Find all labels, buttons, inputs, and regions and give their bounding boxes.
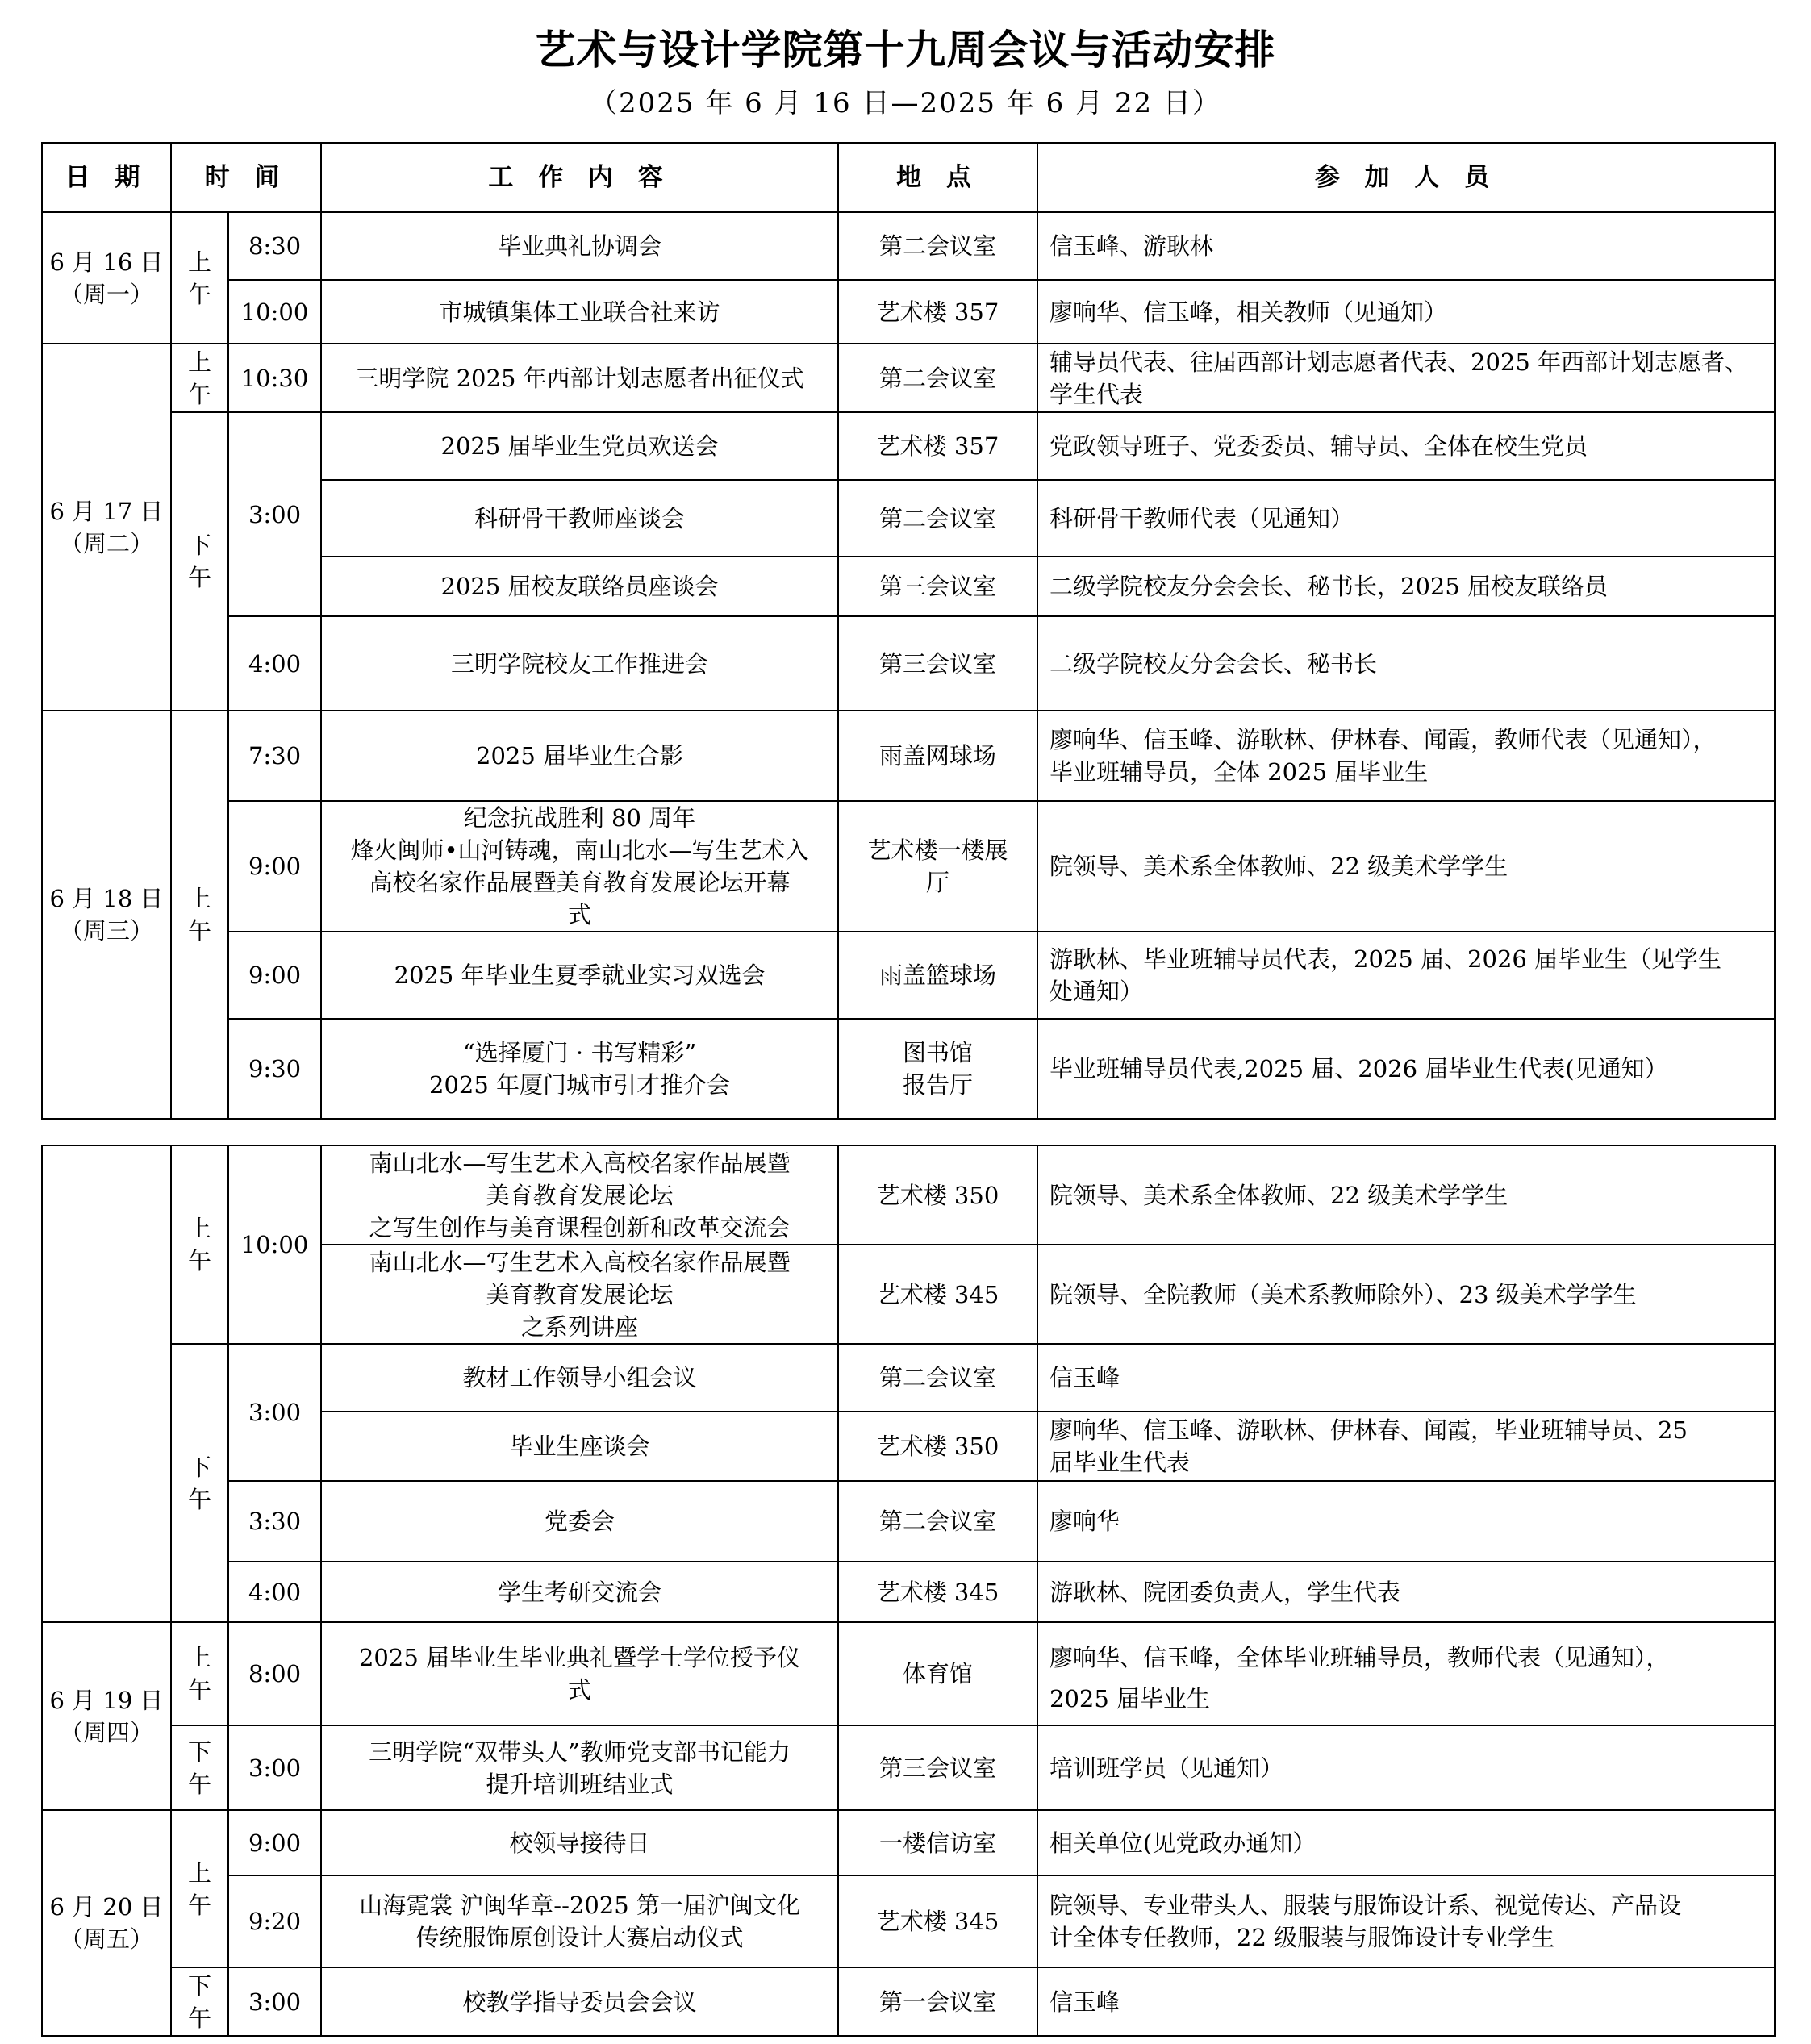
weekday-label: （周一）	[59, 280, 153, 308]
participants-cell: 廖响华	[1037, 1481, 1775, 1562]
location-line: 厅	[926, 869, 950, 896]
date-cell-continued	[42, 1145, 171, 1622]
schedule-table-1	[41, 142, 1776, 1120]
header-participants: 参 加 人 员	[1037, 143, 1775, 212]
participants-line: 毕业班辅导员，全体 2025 届毕业生	[1049, 758, 1429, 786]
period-char: 下	[187, 532, 211, 559]
participants-cell	[1037, 711, 1775, 801]
location-cell: 艺术楼 350	[838, 1145, 1037, 1245]
table-row	[42, 344, 1775, 412]
participants-cell: 游耿林、院团委负责人，学生代表	[1037, 1562, 1775, 1622]
page-subtitle: （2025 年 6 月 16 日—2025 年 6 月 22 日）	[590, 87, 1221, 119]
content-cell: 2025 届毕业生党员欢送会	[321, 412, 838, 480]
content-cell	[321, 1725, 838, 1810]
period-char: 上	[187, 885, 211, 912]
time-cell: 8:30	[228, 212, 321, 280]
period-cell-pm	[171, 1344, 228, 1622]
time-cell: 9:00	[228, 932, 321, 1019]
content-cell: 校教学指导委员会会议	[321, 1967, 838, 2036]
period-char: 午	[187, 1247, 211, 1274]
content-line: 美育教育发展论坛	[486, 1181, 674, 1209]
time-cell: 3:00	[228, 412, 321, 616]
table-header-row	[42, 143, 1775, 212]
content-cell: 毕业典礼协调会	[321, 212, 838, 280]
period-char: 上	[187, 248, 211, 276]
location-cell: 体育馆	[838, 1622, 1037, 1725]
participants-cell: 信玉峰	[1037, 1967, 1775, 2036]
participants-cell: 二级学院校友分会会长、秘书长	[1037, 616, 1775, 711]
period-char: 午	[187, 564, 211, 591]
period-cell-pm	[171, 1725, 228, 1810]
header-time: 时 间	[171, 143, 321, 212]
participants-cell: 党政领导班子、党委委员、辅导员、全体在校生党员	[1037, 412, 1775, 480]
participants-cell	[1037, 1875, 1775, 1967]
table-row	[42, 801, 1775, 932]
date-label: 6 月 19 日	[49, 1686, 164, 1714]
location-cell: 雨盖网球场	[838, 711, 1037, 801]
table-row	[42, 1622, 1775, 1725]
period-cell-pm	[171, 412, 228, 711]
table-row	[42, 1481, 1775, 1562]
table-row	[42, 212, 1775, 280]
content-line: 高校名家作品展暨美育教育发展论坛开幕	[369, 869, 791, 896]
content-cell: 科研骨干教师座谈会	[321, 480, 838, 557]
date-label: 6 月 17 日	[49, 497, 164, 525]
participants-cell: 辅导员代表、往届西部计划志愿者代表、2025 年西部计划志愿者、学生代表	[1037, 344, 1775, 412]
location-line: 艺术楼一楼展	[867, 836, 1008, 864]
participants-cell: 培训班学员（见通知）	[1037, 1725, 1775, 1810]
participants-line: 廖响华、信玉峰、游耿林、伊林春、闻霞，教师代表（见通知），	[1049, 726, 1717, 753]
location-cell: 艺术楼 345	[838, 1562, 1037, 1622]
location-cell: 雨盖篮球场	[838, 932, 1037, 1019]
location-cell: 艺术楼 350	[838, 1412, 1037, 1481]
location-cell: 艺术楼 345	[838, 1245, 1037, 1344]
participants-line: 计全体专任教师，22 级服装与服饰设计专业学生	[1049, 1924, 1555, 1951]
period-cell-am	[171, 1622, 228, 1725]
content-line: 之写生创作与美育课程创新和改革交流会	[369, 1213, 791, 1241]
content-cell: 三明学院 2025 年西部计划志愿者出征仪式	[321, 344, 838, 412]
header-date: 日 期	[42, 143, 171, 212]
participants-line: 廖响华、信玉峰、游耿林、伊林春、闻霞，毕业班辅导员、25	[1049, 1416, 1688, 1444]
content-cell: 2025 届校友联络员座谈会	[321, 557, 838, 616]
table-row	[42, 932, 1775, 1019]
content-cell: 党委会	[321, 1481, 838, 1562]
table-row	[42, 1562, 1775, 1622]
time-cell: 3:00	[228, 1344, 321, 1481]
period-char: 午	[187, 1485, 211, 1513]
period-char: 午	[187, 380, 211, 408]
time-cell: 4:00	[228, 616, 321, 711]
period-cell-am	[171, 1145, 228, 1344]
period-cell-pm	[171, 1967, 228, 2036]
participants-cell: 院领导、美术系全体教师、22 级美术学学生	[1037, 801, 1775, 932]
time-cell: 9:00	[228, 801, 321, 932]
time-cell: 3:30	[228, 1481, 321, 1562]
period-cell-am	[171, 711, 228, 1119]
time-cell: 3:00	[228, 1725, 321, 1810]
participants-line: 届毕业生代表	[1049, 1449, 1191, 1476]
content-line: 提升培训班结业式	[486, 1770, 674, 1798]
period-char: 上	[187, 1644, 211, 1671]
date-label: 6 月 20 日	[49, 1893, 164, 1921]
weekday-label: （周三）	[59, 917, 153, 945]
participants-cell: 相关单位(见党政办通知）	[1037, 1810, 1775, 1875]
location-cell: 第三会议室	[838, 557, 1037, 616]
period-char: 午	[187, 2004, 211, 2032]
content-cell: 市城镇集体工业联合社来访	[321, 280, 838, 344]
header-location: 地 点	[838, 143, 1037, 212]
location-line: 报告厅	[903, 1071, 974, 1099]
content-cell	[321, 1875, 838, 1967]
period-char: 上	[187, 1215, 211, 1242]
participants-cell: 二级学院校友分会会长、秘书长，2025 届校友联络员	[1037, 557, 1775, 616]
page-title: 艺术与设计学院第十九周会议与活动安排	[535, 26, 1276, 73]
content-line: 南山北水—写生艺术入高校名家作品展暨	[369, 1149, 791, 1177]
location-cell: 第一会议室	[838, 1967, 1037, 2036]
table-row	[42, 1145, 1775, 1245]
time-cell: 8:00	[228, 1622, 321, 1725]
time-cell: 9:20	[228, 1875, 321, 1967]
location-cell: 第二会议室	[838, 344, 1037, 412]
location-cell: 第二会议室	[838, 1481, 1037, 1562]
header-content: 工 作 内 容	[321, 143, 838, 212]
location-cell: 第三会议室	[838, 616, 1037, 711]
content-cell	[321, 1145, 838, 1245]
participants-cell: 科研骨干教师代表（见通知）	[1037, 480, 1775, 557]
location-cell	[838, 801, 1037, 932]
date-cell	[42, 1810, 171, 2036]
participants-cell: 信玉峰、游耿林	[1037, 212, 1775, 280]
table-row	[42, 280, 1775, 344]
period-char: 上	[187, 348, 211, 376]
schedule-table-2	[41, 1145, 1776, 2037]
participants-line: 游耿林、毕业班辅导员代表，2025 届、2026 届毕业生（见学生	[1049, 945, 1722, 973]
period-char: 下	[187, 1971, 211, 2000]
table-row	[42, 711, 1775, 801]
content-line: 美育教育发展论坛	[486, 1280, 674, 1308]
content-line: 式	[568, 901, 592, 928]
weekday-label: （周二）	[59, 529, 153, 557]
content-line: 2025 年厦门城市引才推介会	[429, 1071, 731, 1099]
content-cell	[321, 1019, 838, 1119]
location-cell: 第三会议室	[838, 1725, 1037, 1810]
time-cell: 10:30	[228, 344, 321, 412]
period-char: 午	[187, 1891, 211, 1919]
content-line: 2025 届毕业生毕业典礼暨学士学位授予仪	[358, 1644, 801, 1671]
time-cell: 9:30	[228, 1019, 321, 1119]
content-cell: 2025 年毕业生夏季就业实习双选会	[321, 932, 838, 1019]
period-char: 下	[187, 1737, 211, 1766]
date-cell	[42, 711, 171, 1119]
time-cell: 10:00	[228, 1145, 321, 1344]
location-cell: 艺术楼 357	[838, 412, 1037, 480]
weekday-label: （周四）	[59, 1718, 153, 1746]
content-line: 纪念抗战胜利 80 周年	[463, 804, 696, 832]
table-row	[42, 1344, 1775, 1412]
content-cell: 校领导接待日	[321, 1810, 838, 1875]
participants-cell	[1037, 1622, 1775, 1725]
content-line: 传统服饰原创设计大赛启动仪式	[415, 1924, 744, 1951]
location-cell: 一楼信访室	[838, 1810, 1037, 1875]
participants-cell: 院领导、美术系全体教师、22 级美术学学生	[1037, 1145, 1775, 1245]
date-cell	[42, 344, 171, 711]
period-cell-am	[171, 1810, 228, 1967]
content-line: 山海霓裳 沪闽华章--2025 第一届沪闽文化	[359, 1892, 800, 1919]
content-line: 三明学院“双带头人”教师党支部书记能力	[369, 1737, 791, 1766]
period-char: 午	[187, 1676, 211, 1704]
participants-line: 2025 届毕业生	[1049, 1685, 1211, 1712]
participants-line: 廖响华、信玉峰，全体毕业班辅导员，教师代表（见通知），	[1049, 1644, 1670, 1671]
content-cell	[321, 1622, 838, 1725]
location-cell: 第二会议室	[838, 1344, 1037, 1412]
period-char: 上	[187, 1858, 211, 1887]
table-row	[42, 1810, 1775, 1875]
content-line: “选择厦门 · 书写精彩”	[462, 1039, 697, 1066]
content-line: 之系列讲座	[520, 1312, 638, 1341]
time-cell: 7:30	[228, 711, 321, 801]
participants-cell: 毕业班辅导员代表,2025 届、2026 届毕业生代表(见通知）	[1037, 1019, 1775, 1119]
content-cell: 三明学院校友工作推进会	[321, 616, 838, 711]
time-cell: 4:00	[228, 1562, 321, 1622]
content-cell	[321, 801, 838, 932]
location-cell: 艺术楼 357	[838, 280, 1037, 344]
date-label: 6 月 18 日	[49, 885, 164, 912]
period-char: 午	[187, 280, 211, 308]
content-cell	[321, 1245, 838, 1344]
period-char: 午	[187, 917, 211, 945]
participants-cell	[1037, 932, 1775, 1019]
date-cell	[42, 212, 171, 344]
location-cell	[838, 1019, 1037, 1119]
table-row	[42, 616, 1775, 711]
content-cell: 教材工作领导小组会议	[321, 1344, 838, 1412]
table-row	[42, 1019, 1775, 1119]
participants-cell: 廖响华、信玉峰，相关教师（见通知）	[1037, 280, 1775, 344]
content-line: 南山北水—写生艺术入高校名家作品展暨	[369, 1248, 791, 1276]
period-cell-am	[171, 212, 228, 344]
content-cell: 2025 届毕业生合影	[321, 711, 838, 801]
weekday-label: （周五）	[59, 1925, 153, 1953]
content-line: 式	[567, 1676, 591, 1704]
content-line: 烽火闽师•山河铸魂，南山北水—写生艺术入	[350, 836, 809, 864]
date-cell	[42, 1622, 171, 1810]
participants-line: 院领导、专业带头人、服装与服饰设计系、视觉传达、产品设	[1049, 1892, 1682, 1919]
participants-line: 处通知）	[1049, 978, 1144, 1005]
period-cell-am	[171, 344, 228, 412]
participants-cell: 信玉峰	[1037, 1344, 1775, 1412]
table-row	[42, 1875, 1775, 1967]
content-cell: 学生考研交流会	[321, 1562, 838, 1622]
table-row	[42, 412, 1775, 480]
content-cell: 毕业生座谈会	[321, 1412, 838, 1481]
participants-cell: 院领导、全院教师（美术系教师除外）、23 级美术学学生	[1037, 1245, 1775, 1344]
participants-cell	[1037, 1412, 1775, 1481]
location-cell: 艺术楼 345	[838, 1875, 1037, 1967]
period-char: 下	[187, 1453, 211, 1481]
location-cell: 第二会议室	[838, 212, 1037, 280]
time-cell: 3:00	[228, 1967, 321, 2036]
location-line: 图书馆	[903, 1039, 974, 1066]
period-char: 午	[187, 1770, 211, 1798]
table-row	[42, 1967, 1775, 2036]
time-cell: 9:00	[228, 1810, 321, 1875]
time-cell: 10:00	[228, 280, 321, 344]
location-cell: 第二会议室	[838, 480, 1037, 557]
date-label: 6 月 16 日	[49, 248, 164, 276]
table-row	[42, 1725, 1775, 1810]
